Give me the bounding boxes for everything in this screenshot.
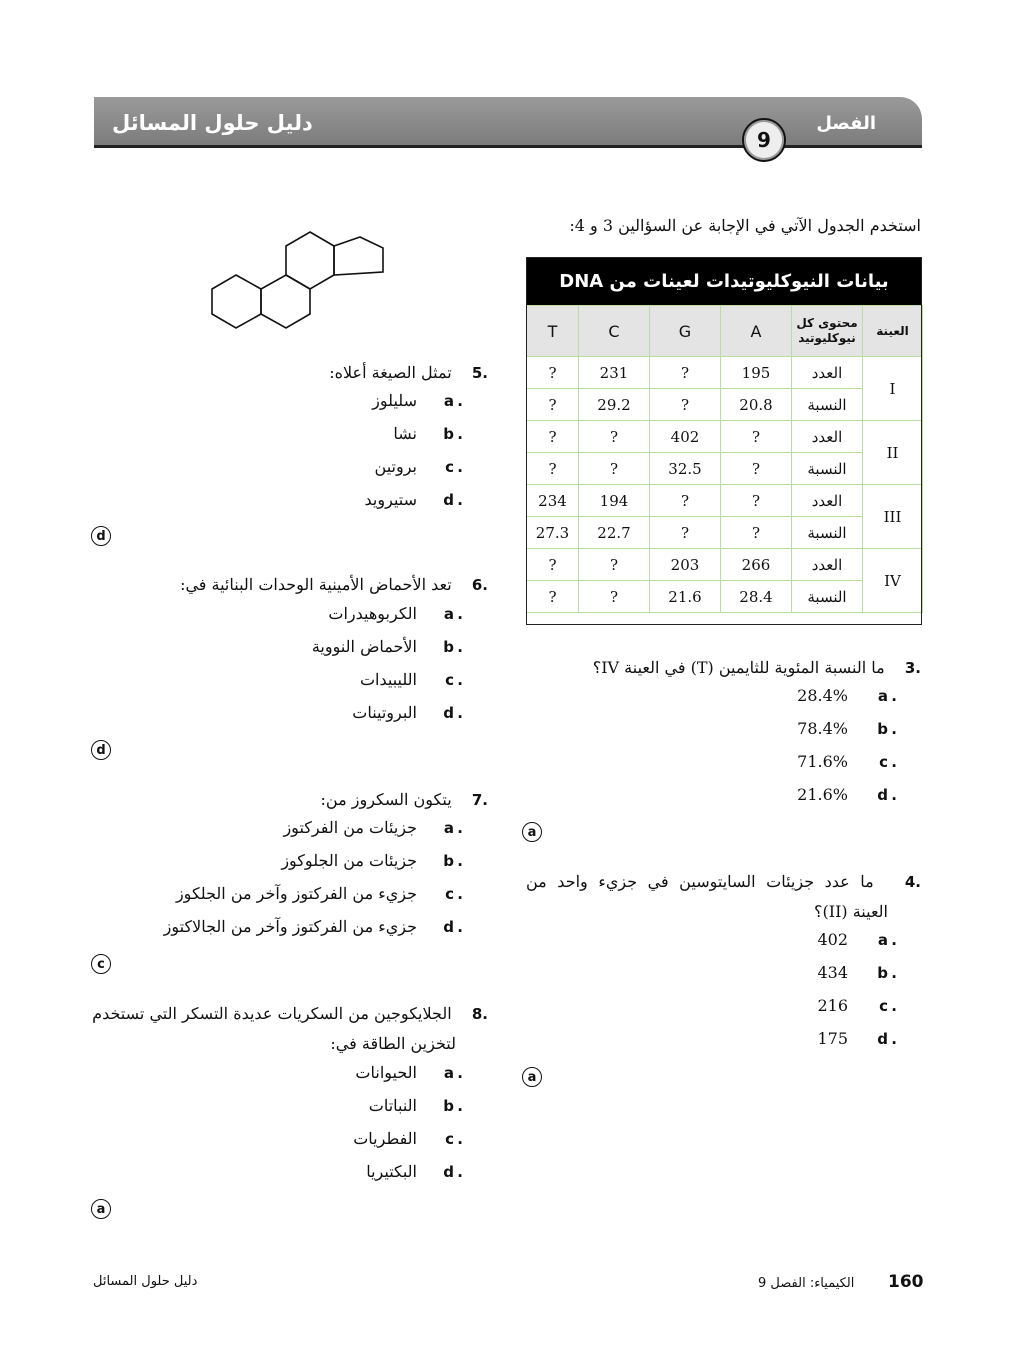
- table-cell: ?: [721, 517, 792, 549]
- table-cell: 402: [650, 421, 721, 453]
- col-header-sample: العينة: [863, 306, 923, 357]
- table-row: [527, 549, 923, 581]
- table-row: [527, 421, 923, 453]
- table-cell: 266: [721, 549, 792, 581]
- ring-b: [261, 275, 310, 328]
- question-7: [321, 790, 488, 809]
- q3-option[interactable]: 71.6%: [797, 752, 848, 771]
- q6-option-dot: .: [457, 638, 463, 656]
- question-7-text: يتكون السكروز من:: [320, 790, 452, 809]
- question-6-answer: d: [91, 740, 111, 760]
- q7-option-dot: .: [457, 819, 463, 837]
- table-cell: ?: [527, 357, 579, 389]
- table-cell: ?: [721, 453, 792, 485]
- question-4-answer: a: [522, 1067, 542, 1087]
- q3-option-letter: d: [877, 786, 888, 804]
- table-cell: 194: [579, 485, 650, 517]
- table-cell: ?: [721, 485, 792, 517]
- q7-option[interactable]: جزيء من الفركتوز وآخر من الجلكوز: [175, 884, 417, 903]
- q5-option-dot: .: [457, 425, 463, 443]
- footer-book-title: دليل حلول المسائل: [93, 1274, 198, 1289]
- q6-option[interactable]: الليبيدات: [359, 670, 417, 689]
- question-5: [329, 363, 488, 382]
- col-header-c: C: [579, 306, 650, 357]
- table-row-kind-label: العدد: [792, 549, 863, 581]
- q5-option-dot: .: [457, 392, 463, 410]
- ring-a: [212, 275, 261, 328]
- question-4-number: .4: [904, 873, 921, 891]
- table-sample-label: III: [863, 485, 923, 549]
- q4-option-letter: a: [877, 931, 888, 949]
- q6-option-dot: .: [457, 704, 463, 722]
- q4-option[interactable]: 434: [817, 963, 848, 982]
- table-sample-label: II: [863, 421, 923, 485]
- q5-option-dot: .: [457, 458, 463, 476]
- q7-option-letter: c: [445, 885, 454, 903]
- q8-option-letter: d: [443, 1163, 454, 1181]
- q3-option[interactable]: 28.4%: [797, 686, 848, 705]
- table-title: بيانات النيوكليوتيدات لعينات من DNA: [526, 257, 922, 305]
- q8-option-dot: .: [457, 1064, 463, 1082]
- q6-option[interactable]: البروتينات: [352, 703, 417, 722]
- table-row-kind-label: العدد: [792, 421, 863, 453]
- table-row-kind-label: النسبة: [792, 453, 863, 485]
- question-3-answer: a: [522, 822, 542, 842]
- table-cell: ?: [650, 357, 721, 389]
- q8-option-letter: a: [443, 1064, 454, 1082]
- header-title: دليل حلول المسائل: [112, 111, 313, 135]
- q4-option[interactable]: 402: [817, 930, 848, 949]
- table-row-kind-label: النسبة: [792, 581, 863, 613]
- q6-option-dot: .: [457, 605, 463, 623]
- table-cell: 29.2: [579, 389, 650, 421]
- q8-option[interactable]: الفطريات: [353, 1129, 417, 1148]
- table-row-kind-label: النسبة: [792, 389, 863, 421]
- q4-option-letter: b: [877, 964, 888, 982]
- question-6-text: تعد الأحماض الأمينية الوحدات البنائية في:: [180, 575, 452, 594]
- table-cell: 21.6: [650, 581, 721, 613]
- q4-option[interactable]: 216: [817, 996, 848, 1015]
- table-cell: 234: [527, 485, 579, 517]
- q4-option[interactable]: 175: [817, 1029, 848, 1048]
- q6-option-dot: .: [457, 671, 463, 689]
- question-5-number: .5: [471, 364, 488, 382]
- q7-option[interactable]: جزيء من الفركتوز وآخر من الجالاكتوز: [163, 917, 417, 936]
- q7-option-dot: .: [457, 918, 463, 936]
- col-header-content: محتوى كل نيوكليوتيد: [792, 306, 863, 357]
- question-8: [92, 1004, 488, 1023]
- q3-option-dot: .: [891, 753, 897, 771]
- nucleotide-table: [526, 257, 922, 613]
- q5-option[interactable]: ستيرويد: [364, 490, 417, 509]
- question-4-text: ما عدد جزيئات السايتوسين في جزيء واحد من: [526, 872, 874, 891]
- question-8-text-line2: لتخزين الطاقة في:: [330, 1034, 456, 1053]
- ring-c: [286, 232, 334, 289]
- table-cell: ?: [527, 389, 579, 421]
- table-intro-text: استخدم الجدول الآتي في الإجابة عن السؤالين 3 و 4:: [569, 216, 921, 235]
- table-cell: 195: [721, 357, 792, 389]
- q3-option-letter: a: [877, 687, 888, 705]
- question-8-text: الجلايكوجين من السكريات عديدة التسكر التي تستخدم: [92, 1004, 452, 1023]
- question-7-answer: c: [91, 954, 111, 974]
- table-row-kind-label: العدد: [792, 357, 863, 389]
- q8-option-letter: c: [445, 1130, 454, 1148]
- question-6-number: .6: [471, 576, 488, 594]
- question-3: [593, 658, 921, 677]
- q6-option-letter: b: [443, 638, 454, 656]
- q3-option[interactable]: 21.6%: [797, 785, 848, 804]
- table-cell: ?: [650, 389, 721, 421]
- q7-option-letter: b: [443, 852, 454, 870]
- col-header-a: A: [721, 306, 792, 357]
- q8-option-dot: .: [457, 1097, 463, 1115]
- q4-option-letter: d: [877, 1030, 888, 1048]
- table-cell: 20.8: [721, 389, 792, 421]
- question-5-text: تمثل الصيغة أعلاه:: [329, 363, 452, 382]
- question-4: [526, 872, 921, 891]
- q5-option[interactable]: سليلوز: [372, 391, 417, 410]
- header-chapter-label: الفصل: [816, 113, 876, 134]
- steroid-structure-diagram: [205, 230, 395, 330]
- table-cell: 22.7: [579, 517, 650, 549]
- table-cell: 32.5: [650, 453, 721, 485]
- question-5-answer: d: [91, 526, 111, 546]
- question-3-text: ما النسبة المئوية للثايمين (T) في العينة IV؟: [592, 658, 885, 677]
- q3-option-dot: .: [891, 786, 897, 804]
- table-cell: ?: [579, 421, 650, 453]
- table-sample-label: IV: [863, 549, 923, 613]
- table-cell: 27.3: [527, 517, 579, 549]
- q5-option-letter: d: [443, 491, 454, 509]
- q8-option[interactable]: البكتيريا: [366, 1162, 417, 1181]
- question-3-number: .3: [904, 659, 921, 677]
- q3-option-letter: b: [877, 720, 888, 738]
- q7-option-letter: a: [443, 819, 454, 837]
- table-cell: ?: [721, 421, 792, 453]
- q7-option-dot: .: [457, 885, 463, 903]
- table-cell: ?: [579, 549, 650, 581]
- table-row-kind-label: النسبة: [792, 517, 863, 549]
- q6-option[interactable]: الأحماض النووية: [311, 637, 417, 656]
- q3-option-dot: .: [891, 720, 897, 738]
- q8-option-dot: .: [457, 1130, 463, 1148]
- q6-option-letter: d: [443, 704, 454, 722]
- q3-option-letter: c: [879, 753, 888, 771]
- q3-option-dot: .: [891, 687, 897, 705]
- q8-option[interactable]: الحيوانات: [355, 1063, 417, 1082]
- question-8-number: .8: [471, 1005, 488, 1023]
- q3-option[interactable]: 78.4%: [797, 719, 848, 738]
- question-8-answer: a: [91, 1199, 111, 1219]
- table-cell: ?: [650, 517, 721, 549]
- table-row-kind-label: العدد: [792, 485, 863, 517]
- col-header-t: T: [527, 306, 579, 357]
- table-cell: ?: [527, 421, 579, 453]
- q5-option-dot: .: [457, 491, 463, 509]
- q7-option[interactable]: جزيئات من الجلوكوز: [281, 851, 417, 870]
- q4-option-dot: .: [891, 1030, 897, 1048]
- q8-option-letter: b: [443, 1097, 454, 1115]
- q8-option-dot: .: [457, 1163, 463, 1181]
- q4-option-dot: .: [891, 997, 897, 1015]
- table-sample-label: I: [863, 357, 923, 421]
- q6-option-letter: c: [445, 671, 454, 689]
- q5-option-letter: a: [443, 392, 454, 410]
- q7-option-dot: .: [457, 852, 463, 870]
- table-cell: ?: [527, 549, 579, 581]
- table-cell: ?: [527, 453, 579, 485]
- q7-option[interactable]: جزيئات من الفركتوز: [283, 818, 417, 837]
- table-row: [527, 357, 923, 389]
- q5-option-letter: b: [443, 425, 454, 443]
- table-cell: 231: [579, 357, 650, 389]
- table-cell: ?: [650, 485, 721, 517]
- q5-option[interactable]: نشا: [393, 424, 417, 443]
- ring-d: [334, 237, 383, 275]
- question-4-text-line2: العينة (II)؟: [814, 902, 888, 921]
- q4-option-dot: .: [891, 964, 897, 982]
- table-header-row: [527, 306, 923, 357]
- q4-option-letter: c: [879, 997, 888, 1015]
- question-7-number: .7: [471, 791, 488, 809]
- q5-option-letter: c: [445, 458, 454, 476]
- col-header-g: G: [650, 306, 721, 357]
- table-cell: 203: [650, 549, 721, 581]
- q7-option-letter: d: [443, 918, 454, 936]
- q6-option-letter: a: [443, 605, 454, 623]
- table-row: [527, 485, 923, 517]
- table-cell: ?: [579, 453, 650, 485]
- page-number: 160: [888, 1272, 924, 1292]
- chapter-number-badge: 9: [742, 118, 786, 162]
- q4-option-dot: .: [891, 931, 897, 949]
- table-cell: 28.4: [721, 581, 792, 613]
- q6-option[interactable]: الكربوهيدرات: [328, 604, 417, 623]
- footer-chapter-label: الكيمياء: الفصل 9: [758, 1276, 855, 1291]
- q5-option[interactable]: بروتين: [374, 457, 417, 476]
- question-6: [180, 575, 488, 594]
- table-cell: ?: [527, 581, 579, 613]
- q8-option[interactable]: النباتات: [368, 1096, 417, 1115]
- table-cell: ?: [579, 581, 650, 613]
